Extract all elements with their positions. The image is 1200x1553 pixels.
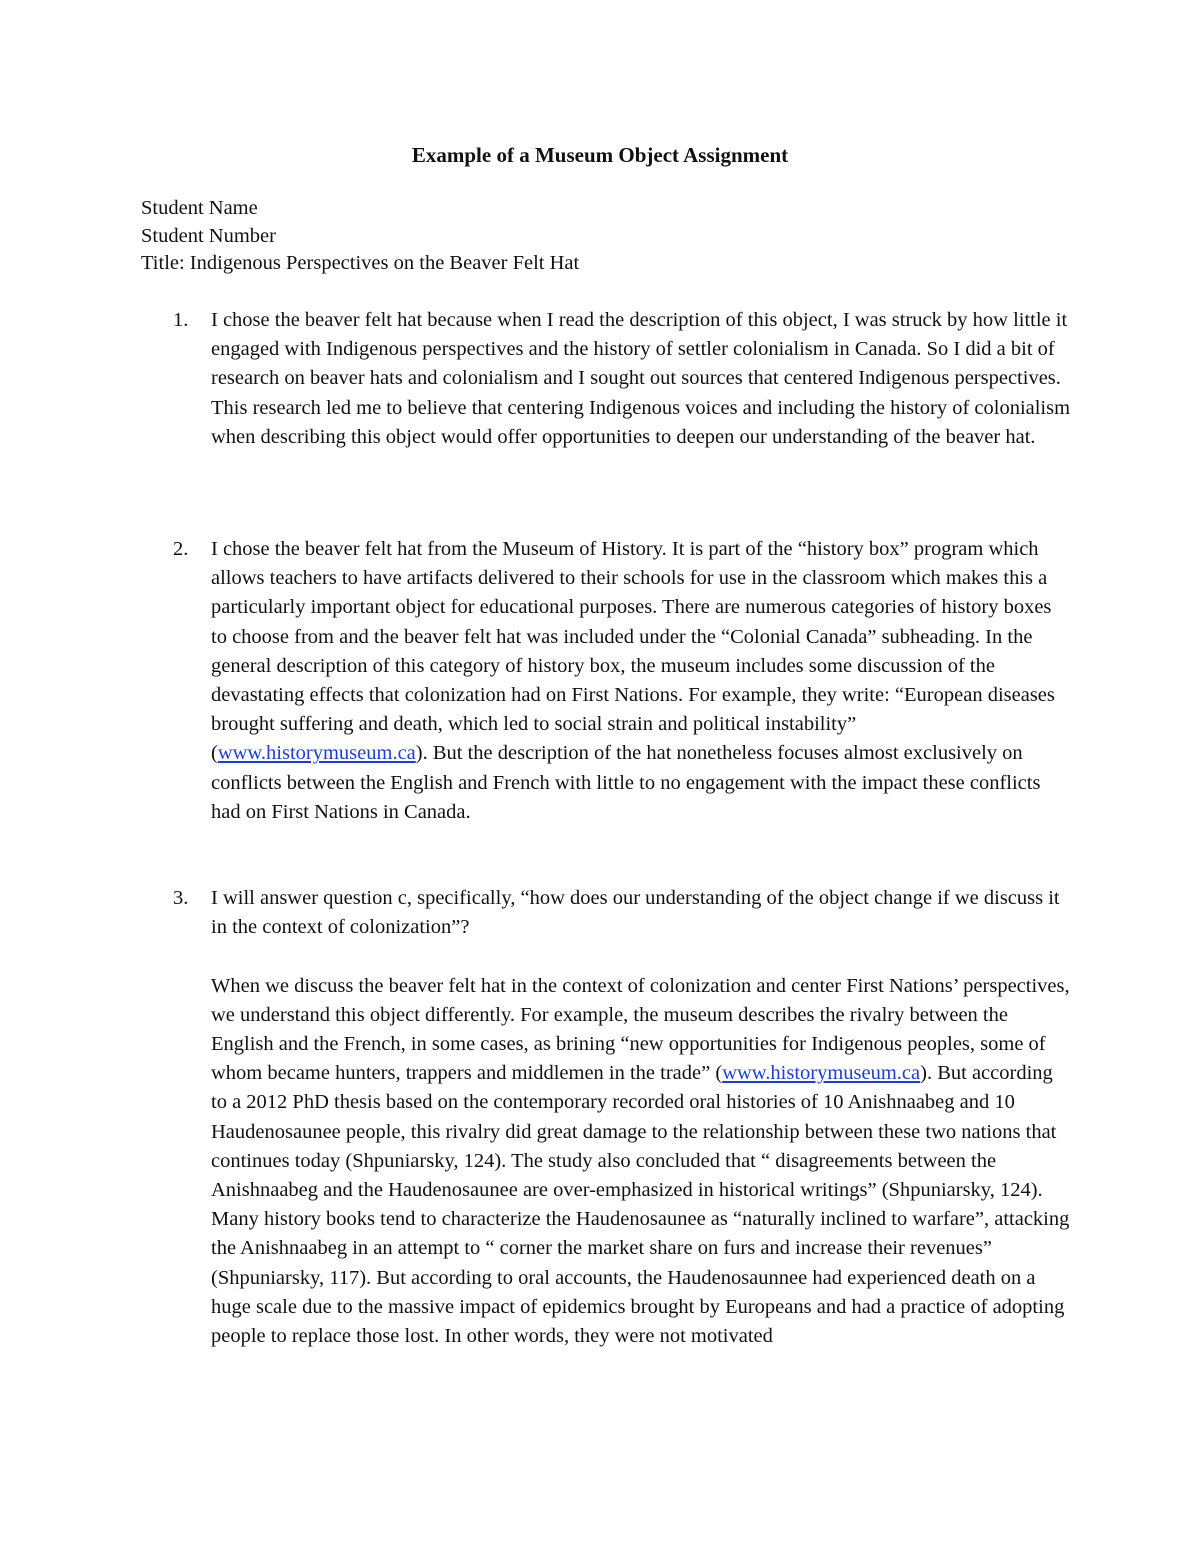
list-item-3 <box>141 884 1081 1351</box>
list-item-body <box>211 884 1071 1351</box>
list-item-body <box>211 535 1071 827</box>
paragraph <box>211 535 1071 827</box>
document-title: Example of a Museum Object Assignment <box>411 143 789 167</box>
list-number: 1. <box>173 309 189 331</box>
list-number: 2. <box>173 538 189 560</box>
paragraph-text: When we discuss the beaver felt hat in the context of colonization and center First Nations’ perspectives, we understand this object differently. For example, the museum describes the rivalry between the English and the French, in some cases, as brining “new opportunities for Indigenous peoples, some of whom became hunters, trappers and middlemen in the trade” ( <box>211 974 1070 1085</box>
paragraph-text: ). But according to a 2012 PhD thesis based on the contemporary recorded oral histories of 10 Anishnaabeg and 10 Haudenosaunee people, this rivalry did great damage to the relationship between these two nations that continues today (Shpuniarsky, 124). The study also concluded that “ disagreements between the Anishnaabeg and the Haudenosaunee are over-emphasized in historical writings” (Shpuniarsky, 124). Many history books tend to characterize the Haudenosaunee as “naturally inclined to warfare”, attacking the Anishnaabeg in an attempt to “ corner the market share on furs and increase their revenues” (Shpuniarsky, 117). But according to oral accounts, the Haudenosaunnee had experienced death on a huge scale due to the massive impact of epidemics brought by Europeans and had a practice of adopting people to replace those lost. In other words, they were not motivated <box>211 1062 1070 1348</box>
paragraph-text: I chose the beaver felt hat from the Museum of History. It is part of the “history box” program which allows teachers to have artifacts delivered to their schools for use in the classroom which makes this a particularly important object for educational purposes. There are numerous categories of history boxes to choose from and the beaver felt hat was included under the “Colonial Canada” subheading. In the general description of this category of history box, the museum includes some discussion of the devastating effects that colonization had on First Nations. For example, they write: “European diseases brought suffering and death, which led to social strain and political instability” ( <box>211 538 1055 765</box>
list-item-2 <box>141 535 1081 827</box>
paragraph-text: ). But the description of the hat nonetheless focuses almost exclusively on conflicts between the English and French with little to no engagement with the impact these conflicts had on First Nations in Canada. <box>211 742 1041 823</box>
student-info <box>141 195 579 278</box>
paragraph <box>211 972 1071 1352</box>
historymuseum-link[interactable]: www.historymuseum.ca <box>722 1062 921 1085</box>
list-item-body <box>211 306 1071 452</box>
essay-title: Title: Indigenous Perspectives on the Beaver Felt Hat <box>141 252 580 274</box>
student-name: Student Name <box>141 197 258 219</box>
list-item-1 <box>141 306 1081 452</box>
question-paragraph: I will answer question c, specifically, “how does our understanding of the object change if we discuss it in the context of colonization”? <box>211 887 1060 939</box>
historymuseum-link[interactable]: www.historymuseum.ca <box>217 742 416 765</box>
list-number: 3. <box>173 887 189 909</box>
student-number: Student Number <box>141 224 276 247</box>
paragraph: I chose the beaver felt hat because when I read the description of this object, I was struck by how little it engaged with Indigenous perspectives and the history of settler colonialism in Canada. So I did a bit of research on beaver hats and colonialism and I sought out sources that centered Indigenous perspectives. This research led me to believe that centering Indigenous voices and including the history of colonialism when describing this object would offer opportunities to deepen our understanding of the beaver hat. <box>211 309 1071 448</box>
